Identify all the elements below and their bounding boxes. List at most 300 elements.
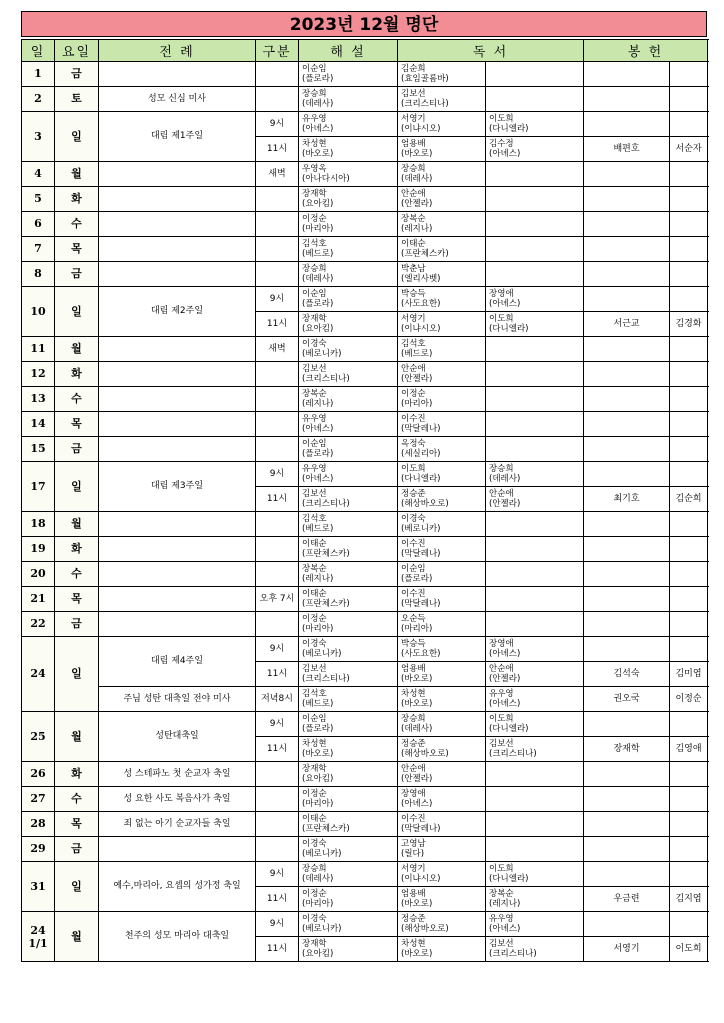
person-name: 이정순 [302,214,327,224]
service-cell-2 [670,362,708,387]
type-cell [256,562,299,587]
service-cell-1 [584,587,670,612]
header-service: 봉 헌 [584,40,708,62]
table-row [22,837,708,862]
person-name: 이경숙 [302,839,327,849]
person-name: 장재학 [302,314,327,324]
person-name: 김수정 [489,139,514,149]
person-name: 이정순 [302,789,327,799]
type-cell: 9시 [256,112,299,137]
service-cell-2 [670,587,708,612]
commentary-cell [299,587,398,612]
commentary-cell [299,837,398,862]
header-day: 일 [22,40,55,62]
saint-name: (다니엘라) [401,474,441,484]
service-cell-2 [670,562,708,587]
service-cell-1: 우금련 [584,887,670,912]
liturgy-cell: 성 스테파노 첫 순교자 축일 [99,762,256,787]
reading-cell-2 [486,412,584,437]
reading-cell-2 [486,187,584,212]
person-name: 박승득 [401,289,426,299]
person-name: 이수진 [401,589,426,599]
service-cell-2 [670,212,708,237]
weekday-cell: 목 [55,812,99,837]
service-cell-1 [584,787,670,812]
weekday-cell: 일 [55,112,99,162]
saint-name: (크리스티나) [302,674,350,684]
person-name: 이도희 [401,464,426,474]
table-row [22,787,708,812]
service-cell-1 [584,412,670,437]
commentary-cell [299,762,398,787]
service-cell-1 [584,387,670,412]
person-name: 김보선 [302,489,327,499]
reading-cell-1 [398,337,486,362]
table-row [22,862,708,887]
reading-cell-2 [486,212,584,237]
reading-cell-1 [398,712,486,737]
saint-name: (바오로) [401,699,433,709]
saint-name: (마리아) [302,899,334,909]
type-cell [256,387,299,412]
service-cell-1 [584,562,670,587]
saint-name: (아녜스) [302,474,334,484]
saint-name: (사도요한) [401,299,441,309]
saint-name: (해상바오로) [401,749,449,759]
day-cell: 24 1/1 [22,912,55,962]
service-cell-1 [584,812,670,837]
person-name: 장복순 [401,214,426,224]
saint-name: (데레사) [302,274,334,284]
reading-cell-2 [486,62,584,87]
saint-name: (마리아) [401,399,433,409]
reading-cell-2 [486,437,584,462]
saint-name: (아녜스) [302,424,334,434]
person-name: 서영기 [401,864,426,874]
weekday-cell: 화 [55,537,99,562]
reading-cell-1 [398,212,486,237]
weekday-cell: 수 [55,212,99,237]
person-name: 김보선 [489,939,514,949]
saint-name: (베드로) [401,349,433,359]
service-cell-2 [670,187,708,212]
person-name: 장승희 [401,164,426,174]
person-name: 이정순 [401,389,426,399]
saint-name: (요아킴) [302,774,334,784]
liturgy-cell [99,262,256,287]
reading-cell-2 [486,362,584,387]
person-name: 장재학 [302,939,327,949]
day-cell: 21 [22,587,55,612]
commentary-cell [299,312,398,337]
header-liturgy: 전 례 [99,40,256,62]
type-cell: 11시 [256,312,299,337]
day-cell: 1 [22,62,55,87]
saint-name: (아녜스) [489,299,521,309]
person-name: 이태순 [302,539,327,549]
saint-name: (다니엘라) [489,324,529,334]
saint-name: (사도요한) [401,649,441,659]
commentary-cell [299,662,398,687]
type-cell: 11시 [256,662,299,687]
day-cell: 10 [22,287,55,337]
weekday-cell: 일 [55,287,99,337]
person-name: 김석호 [302,689,327,699]
service-cell-2 [670,812,708,837]
person-name: 이순임 [401,564,426,574]
service-cell-1 [584,112,670,137]
type-cell: 9시 [256,712,299,737]
reading-cell-2 [486,312,584,337]
day-cell: 29 [22,837,55,862]
liturgy-cell [99,362,256,387]
liturgy-cell: 대림 제3주일 [99,462,256,512]
reading-cell-1 [398,737,486,762]
saint-name: (마리아) [401,624,433,634]
saint-name: (프란체스카) [302,549,350,559]
type-cell [256,362,299,387]
type-cell: 9시 [256,912,299,937]
reading-cell-1 [398,662,486,687]
person-name: 장재학 [302,189,327,199]
person-name: 김보선 [489,739,514,749]
weekday-cell: 화 [55,187,99,212]
commentary-cell [299,687,398,712]
table-row [22,337,708,362]
service-cell-1 [584,237,670,262]
saint-name: (데레사) [489,474,521,484]
reading-cell-1 [398,812,486,837]
reading-cell-1 [398,687,486,712]
table-row [22,87,708,112]
person-name: 이정순 [302,889,327,899]
person-name: 이도희 [489,864,514,874]
type-cell [256,762,299,787]
person-name: 유우영 [489,914,514,924]
reading-cell-2 [486,137,584,162]
reading-cell-1 [398,512,486,537]
reading-cell-2 [486,837,584,862]
type-cell [256,187,299,212]
service-cell-1 [584,862,670,887]
liturgy-cell: 성모 신심 미사 [99,87,256,112]
reading-cell-1 [398,437,486,462]
commentary-cell [299,112,398,137]
person-name: 이태순 [302,589,327,599]
liturgy-cell [99,187,256,212]
person-name: 차성현 [401,689,426,699]
reading-cell-2 [486,337,584,362]
liturgy-cell [99,62,256,87]
person-name: 엄용배 [401,889,426,899]
saint-name: (요아킴) [302,324,334,334]
commentary-cell [299,737,398,762]
type-cell: 오후 7시 [256,587,299,612]
weekday-cell: 금 [55,437,99,462]
saint-name: (바오로) [401,949,433,959]
service-cell-1 [584,712,670,737]
person-name: 이태순 [401,239,426,249]
day-cell: 17 [22,462,55,512]
person-name: 차성현 [302,739,327,749]
liturgy-cell: 성탄대축일 [99,712,256,762]
day-cell: 25 [22,712,55,762]
person-name: 이경숙 [401,514,426,524]
reading-cell-2 [486,887,584,912]
day-cell: 2 [22,87,55,112]
type-cell [256,62,299,87]
weekday-cell: 금 [55,837,99,862]
commentary-cell [299,712,398,737]
saint-name: (안젤라) [401,199,433,209]
person-name: 김보선 [401,89,426,99]
weekday-cell: 월 [55,712,99,762]
service-cell-1 [584,912,670,937]
service-cell-2 [670,162,708,187]
table-row [22,537,708,562]
saint-name: (막달레나) [401,599,441,609]
commentary-cell [299,512,398,537]
commentary-cell [299,337,398,362]
saint-name: (아나다시아) [302,174,350,184]
person-name: 유우영 [302,464,327,474]
reading-cell-2 [486,787,584,812]
commentary-cell [299,437,398,462]
person-name: 정승준 [401,914,426,924]
table-row [22,287,708,312]
saint-name: (플로라) [401,574,433,584]
reading-cell-2 [486,587,584,612]
reading-cell-1 [398,62,486,87]
reading-cell-2 [486,512,584,537]
person-name: 박춘남 [401,264,426,274]
liturgy-cell: 대림 제2주일 [99,287,256,337]
service-cell-2 [670,112,708,137]
reading-cell-1 [398,537,486,562]
reading-cell-1 [398,837,486,862]
table-row [22,762,708,787]
day-cell: 19 [22,537,55,562]
day-cell: 14 [22,412,55,437]
service-cell-1: 서근교 [584,312,670,337]
person-name: 유우영 [302,414,327,424]
liturgy-cell [99,537,256,562]
weekday-cell: 금 [55,612,99,637]
type-cell: 저녁8시 [256,687,299,712]
reading-cell-2 [486,112,584,137]
service-cell-1 [584,762,670,787]
service-cell-2: 김영애 [670,737,708,762]
service-cell-2: 김순희 [670,487,708,512]
saint-name: (크리스티나) [302,499,350,509]
type-cell [256,262,299,287]
person-name: 옥정숙 [401,439,426,449]
weekday-cell: 토 [55,87,99,112]
person-name: 장복순 [489,889,514,899]
person-name: 이도희 [489,314,514,324]
day-cell: 7 [22,237,55,262]
person-name: 장승희 [302,89,327,99]
saint-name: (아녜스) [489,649,521,659]
saint-name: (플로라) [302,724,334,734]
saint-name: (베로니카) [302,924,342,934]
person-name: 이순임 [302,439,327,449]
weekday-cell: 수 [55,387,99,412]
day-cell: 5 [22,187,55,212]
day-cell: 18 [22,512,55,537]
type-cell: 새벽 [256,337,299,362]
type-cell [256,412,299,437]
reading-cell-1 [398,137,486,162]
commentary-cell [299,937,398,962]
commentary-cell [299,912,398,937]
weekday-cell: 목 [55,237,99,262]
person-name: 이수진 [401,814,426,824]
weekday-cell: 월 [55,912,99,962]
service-cell-1 [584,212,670,237]
table-row [22,612,708,637]
reading-cell-2 [486,612,584,637]
person-name: 김석호 [302,514,327,524]
type-cell: 새벽 [256,162,299,187]
saint-name: (바오로) [401,899,433,909]
liturgy-cell [99,512,256,537]
day-cell: 13 [22,387,55,412]
reading-cell-2 [486,812,584,837]
reading-cell-1 [398,587,486,612]
commentary-cell [299,787,398,812]
type-cell: 9시 [256,637,299,662]
type-cell: 9시 [256,287,299,312]
person-name: 장승희 [401,714,426,724]
commentary-cell [299,462,398,487]
commentary-cell [299,387,398,412]
commentary-cell [299,487,398,512]
reading-cell-2 [486,87,584,112]
saint-name: (아녜스) [302,124,334,134]
day-cell: 31 [22,862,55,912]
reading-cell-1 [398,237,486,262]
table-row [22,162,708,187]
day-cell: 3 [22,112,55,162]
saint-name: (데레사) [401,174,433,184]
service-cell-1 [584,512,670,537]
reading-cell-1 [398,412,486,437]
person-name: 차성현 [302,139,327,149]
type-cell [256,212,299,237]
saint-name: (바오로) [401,149,433,159]
service-cell-1: 장재학 [584,737,670,762]
type-cell: 9시 [256,462,299,487]
reading-cell-1 [398,787,486,812]
saint-name: (막달레나) [401,824,441,834]
service-cell-2: 김지엽 [670,887,708,912]
service-cell-2 [670,262,708,287]
person-name: 김순희 [401,64,426,74]
service-cell-2 [670,762,708,787]
day-cell: 8 [22,262,55,287]
weekday-cell: 목 [55,412,99,437]
service-cell-1 [584,837,670,862]
person-name: 장영애 [489,639,514,649]
person-name: 이순임 [302,64,327,74]
saint-name: (바오로) [401,674,433,684]
page-title: 2023년 12월 명단 [21,11,707,37]
liturgy-cell [99,562,256,587]
reading-cell-2 [486,637,584,662]
liturgy-cell [99,337,256,362]
service-cell-1 [584,362,670,387]
header-type: 구분 [256,40,299,62]
reading-cell-2 [486,387,584,412]
person-name: 장승희 [489,464,514,474]
reading-cell-2 [486,462,584,487]
saint-name: (바오로) [302,749,334,759]
table-row [22,387,708,412]
saint-name: (레지나) [302,574,334,584]
weekday-cell: 일 [55,637,99,712]
table-row [22,512,708,537]
reading-cell-2 [486,937,584,962]
reading-cell-1 [398,612,486,637]
commentary-cell [299,412,398,437]
service-cell-1: 서영기 [584,937,670,962]
saint-name: (데레사) [401,724,433,734]
saint-name: (안젤라) [401,374,433,384]
saint-name: (레지나) [302,399,334,409]
person-name: 유우영 [302,114,327,124]
weekday-cell: 목 [55,587,99,612]
table-row [22,412,708,437]
service-cell-2 [670,337,708,362]
commentary-cell [299,812,398,837]
liturgy-cell [99,212,256,237]
roster-page [21,11,707,962]
person-name: 이정순 [302,614,327,624]
service-cell-2 [670,512,708,537]
table-row [22,237,708,262]
table-row [22,687,708,712]
reading-cell-1 [398,112,486,137]
service-cell-1 [584,612,670,637]
service-cell-1 [584,287,670,312]
person-name: 엄용배 [401,139,426,149]
person-name: 이수진 [401,539,426,549]
person-name: 안순애 [401,189,426,199]
person-name: 이경숙 [302,914,327,924]
weekday-cell: 월 [55,162,99,187]
liturgy-cell [99,387,256,412]
person-name: 장복순 [302,389,327,399]
saint-name: (플로라) [302,449,334,459]
service-cell-2: 김미엽 [670,662,708,687]
day-cell: 6 [22,212,55,237]
reading-cell-1 [398,362,486,387]
saint-name: (레지나) [401,224,433,234]
reading-cell-1 [398,262,486,287]
liturgy-cell [99,612,256,637]
person-name: 정승준 [401,489,426,499]
type-cell [256,612,299,637]
saint-name: (요아킴) [302,199,334,209]
reading-cell-1 [398,862,486,887]
saint-name: (베드로) [302,524,334,534]
table-row [22,212,708,237]
person-name: 이경숙 [302,639,327,649]
person-name: 김보선 [302,664,327,674]
commentary-cell [299,137,398,162]
day-cell: 4 [22,162,55,187]
